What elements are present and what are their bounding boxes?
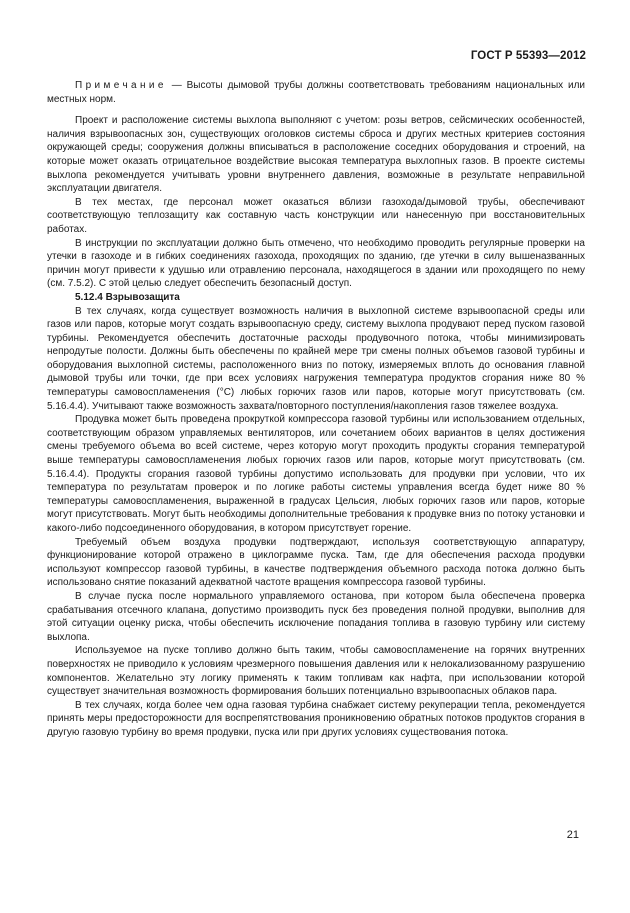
paragraph: В случае пуска после нормального управляемого останова, при котором была обеспечена проверка срабатывания отсечного клапана, допустимо производить пуск без проведения полной продувки, выполнив для этой ситуации оценку риска, чтобы обеспечить исключение попадания топлива в газовую турбину или систему выхлопа.: [47, 590, 585, 643]
standard-header: ГОСТ Р 55393—2012: [470, 50, 586, 62]
note-label: Примечание: [75, 80, 167, 91]
note-paragraph: [47, 79, 585, 106]
paragraph: Требуемый объем воздуха продувки подтверждают, используя соответствующую аппаратуру, функционирование которой отражено в циклограмме пуска. Там, где для обеспечения расхода продувки используют компрессор газовой турбины, в качестве подтверждения объемного расхода потока должно быть использовано снятие показаний адекватной частоте вращения компрессора газовой турбины.: [47, 536, 585, 589]
paragraph: Продувка может быть проведена прокруткой компрессора газовой турбины или использованием отдельных, соответствующим образом управляемых вентиляторов, или сочетанием обоих вариантов в целях достижения смены требуемого объема во всей системе, через которую могут проходить продукты сгорания температурой выше температуры самовоспламенения любых горючих газов или паров, которые могут присутствовать (см. 5.16.4.4). Продукты сгорания газовой турбины допустимо использовать для продувки при условии, что их температура по результатам проверок и по логике работы системы управления всегда будет ниже 80 % температуры самовоспламенения, выраженной в градусах Цельсия, любых горючих газов или паров, которые могут присутствовать. Могут быть необходимы дополнительные требования к продувке вниз по потоку установки и какого-либо подсоединенного оборудования, в котором присутствует горение.: [47, 414, 585, 534]
document-body: [47, 79, 585, 740]
section-heading: 5.12.4 Взрывозащита: [75, 291, 180, 303]
paragraph: В инструкции по эксплуатации должно быть отмечено, что необходимо проводить регулярные проверки на утечки в газоходе и в гибких соединениях газохода, проходящих по зданию, где утечки в силу вышеназванных причин могут привести к удушью или отравлению персонала, находящегося в здании или проходящего по нему (см. 7.5.2). С этой целью следует обеспечить безопасный доступ.: [47, 237, 585, 290]
paragraph: В тех случаях, когда существует возможность наличия в выхлопной системе взрывоопасной среды или газов или паров, которые могут создать взрывоопасную среду, систему выхлопа продувают перед пуском газовой турбины. Рекомендуется обеспечить достаточные расходы продувочного потока, чтобы минимизировать непродутые полости. Должны быть обеспечены по крайней мере три смены полных объемов газовой турбины и оборудования выхлопной системы, расположенного вниз по потоку, измеряемых вплоть до основания главной дымовой трубы или точки, где при всех условиях нагружения температура продуктов сгорания ниже 80 % температуры самовоспламенения (°С) любых горючих газов или паров, которые могут присутствовать (см. 5.16.4.4). Учитывают также возможность захвата/повторного поступления/накопления газов тяжелее воздуха.: [47, 305, 585, 412]
paragraph: В тех случаях, когда более чем одна газовая турбина снабжает систему рекуперации тепла, рекомендуется принять меры предосторожности для воспрепятствования проникновению обратных потоков продуктов сгорания в другую газовую турбину во время продувки, пуска или при других условиях существования потока.: [47, 699, 585, 738]
paragraph: Используемое на пуске топливо должно быть таким, чтобы самовоспламенение на горячих внутренних поверхностях не приводило к условиям чрезмерного повышения давления или к нелокализованному разрушению компонентов. Желательно эту логику применять к таким топливам как нафта, при использовании которой существует значительная возможность формирования больших потенциально взрывоопасных облаков пара.: [47, 645, 585, 698]
page-number: 21: [566, 829, 579, 841]
note-text: — Высоты дымовой трубы должны соответствовать требованиям национальных или местных норм.: [47, 80, 586, 105]
paragraph: Проект и расположение системы выхлопа выполняют с учетом: розы ветров, сейсмических особенностей, наличия взрывоопасных зон, существующих оголовков системы сброса и других местных критериев состояния окружающей среды; сооружения должны вписываться в расположение соседних оборудования и строений, на которые может оказать отрицательное воздействие высокая температура выхлопных газов. В проекте системы выхлопа рекомендуется учитывать уровни внутреннего давления, возможные в результате неправильной эксплуатации двигателя.: [47, 115, 585, 195]
paragraph: В тех местах, где персонал может оказаться вблизи газохода/дымовой трубы, обеспечивают соответствующую теплозащиту как составную часть конструкции или нанесенную при восстановительных работах.: [47, 196, 585, 235]
